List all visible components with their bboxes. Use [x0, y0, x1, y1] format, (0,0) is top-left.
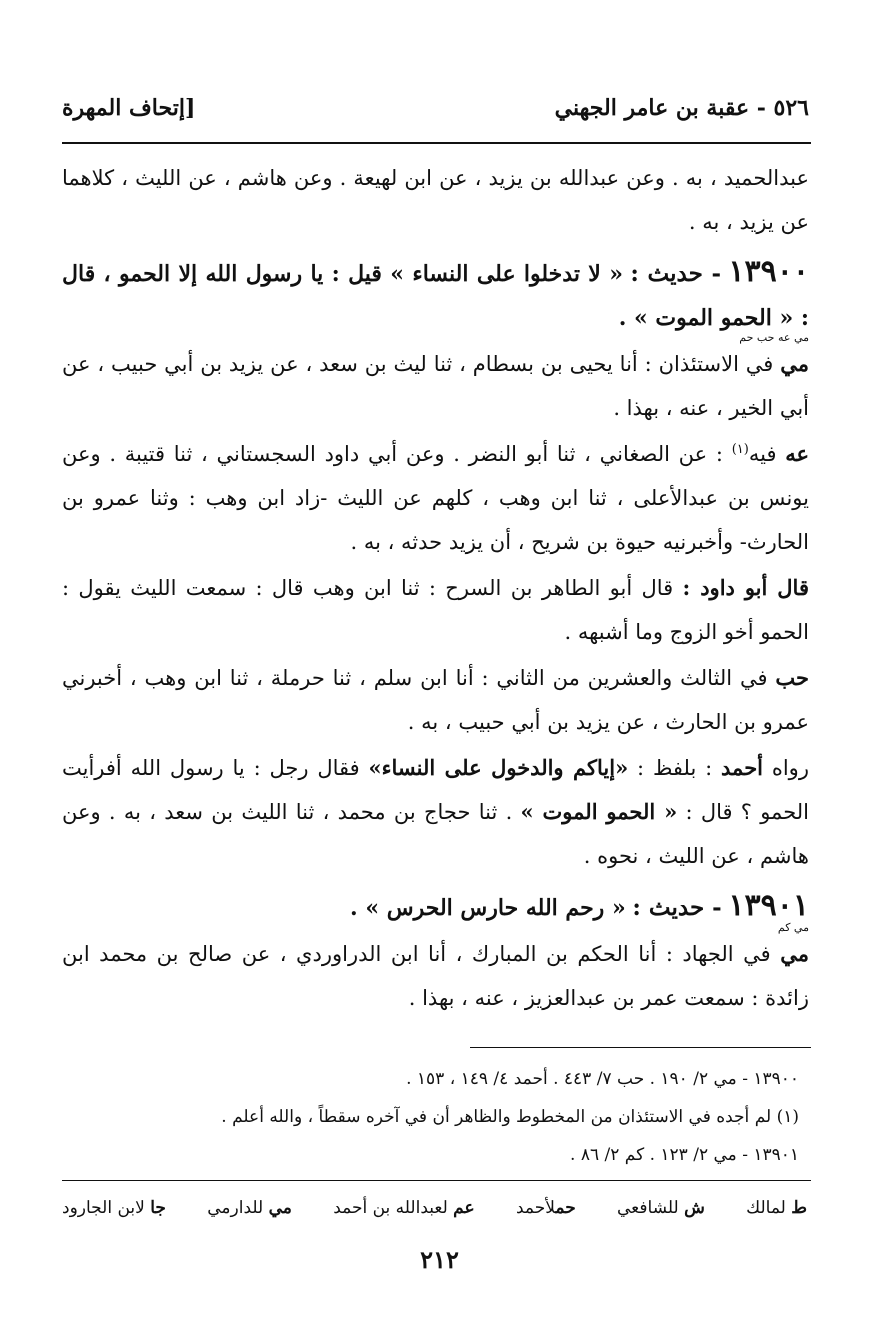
hadith-text: « لا تدخلوا على النساء » قيل : يا رسول الله إلا الحمو ، قال : « الحمو الموت » . — [62, 261, 809, 331]
abbreviation-item: عم لعبدالله بن أحمد — [333, 1198, 475, 1218]
paragraph-text: فيه — [748, 442, 777, 466]
paragraph-text: عبدالحميد ، به . وعن عبدالله بن يزيد ، عن ابن لهيعة . وعن هاشم ، عن الليث ، كلاهما عن يزيد ، به . — [62, 166, 809, 234]
paragraph — [62, 156, 809, 244]
source-code: مي — [780, 351, 809, 376]
page-number: ٢١٢ — [420, 1245, 459, 1274]
paragraph-text: في الجهاد : أنا الحكم بن المبارك ، أنا ابن الدراوردي ، عن صالح بن محمد ابن زائدة : سمعت عمر بن عبدالعزيز ، عنه ، بهذا . — [62, 942, 809, 1010]
hadith-text: « رحم الله حارس الحرس » . — [350, 895, 626, 921]
paragraph — [62, 656, 809, 744]
paragraph-text: في الثالث والعشرين من الثاني : أنا ابن سلم ، ثنا حرملة ، ثنا ابن وهب ، أخبرني عمرو بن الحارث ، عن يزيد بن أبي حبيب ، به . — [62, 666, 809, 734]
footnote: ١٣٩٠١ - مي ٢/ ١٢٣ . كم ٢/ ٨٦ . — [570, 1145, 799, 1165]
paragraph — [62, 342, 809, 430]
hadith-label: - — [702, 260, 722, 287]
abbreviation-item: مي للدارمي — [207, 1198, 292, 1218]
hadith-label-text: حديث : — [632, 894, 705, 921]
abbreviation-item: حملأحمد — [515, 1198, 576, 1218]
footnotes — [62, 1060, 799, 1174]
footnote-rule — [470, 1047, 811, 1048]
main-text — [62, 156, 809, 1022]
paragraph-text: . ثنا حجاج بن محمد ، ثنا الليث بن سعد ، به . وعن هاشم ، عن الليث ، نحوه . — [62, 800, 809, 868]
abbreviation-item: ط لمالك — [746, 1198, 807, 1218]
footnote: (١) لم أجده في الاستئذان من المخطوط والظاهر أن في آخره سقطاً ، والله أعلم . — [221, 1107, 799, 1127]
source-code: أحمد — [721, 755, 764, 780]
paragraph-text: في الاستئذان : أنا يحيى بن بسطام ، ثنا ليث بن سعد ، عن يزيد بن أبي حبيب ، عن أبي الخير ، عنه ، بهذا . — [62, 352, 809, 420]
footnote-marker: (١) — [731, 442, 749, 457]
abbreviation-key — [62, 1190, 807, 1226]
abbreviation-item: جا لابن الجارود — [62, 1198, 166, 1218]
paragraph-text: : عن الصغاني ، ثنا أبو النضر . وعن أبي داود السجستاني ، ثنا قتيبة . وعن يونس بن عبدالأعلى ، ثنا ابن وهب ، كلهم عن الليث -زاد ابن وهب : وثنا عمرو بن الحارث- وأخبرنيه حيوة بن شريح ، أن يزيد حدثه ، به . — [62, 442, 809, 554]
hadith-source-codes: مي كم — [777, 921, 809, 934]
source-code: حب — [775, 665, 809, 690]
hadith-number: ١٣٩٠٠ — [728, 254, 809, 289]
header-book-title: [إتحاف المهرة — [62, 95, 196, 121]
source-code: مي — [780, 941, 810, 966]
paragraph-text: قال أبو الطاهر بن السرح : ثنا ابن وهب قال : سمعت الليث يقول : الحمو أخو الزوج وما أشبهه . — [62, 576, 809, 644]
hadith-label-text: حديث : — [630, 260, 703, 287]
paragraph-text: : بلفظ : — [637, 756, 713, 780]
source-code: قال أبو داود : — [682, 575, 809, 600]
abbreviation-rule — [62, 1180, 811, 1181]
abbreviation-item: ش للشافعي — [617, 1198, 705, 1218]
header-chapter-title: ٥٢٦ - عقبة بن عامر الجهني — [554, 95, 809, 121]
hadith-entry — [62, 884, 809, 934]
hadith-number: ١٣٩٠١ — [728, 888, 809, 923]
footnote: ١٣٩٠٠ - مي ٢/ ١٩٠ . حب ٧/ ٤٤٣ . أحمد ٤/ ١٤٩ ، ١٥٣ . — [406, 1069, 799, 1089]
paragraph — [62, 932, 809, 1020]
quoted-text: « الحمو الموت » — [520, 799, 678, 824]
hadith-label: - — [704, 894, 722, 921]
paragraph — [62, 432, 809, 564]
paragraph-text: فقال رجل : يا رسول الله أفرأيت الحمو ؟ قال : — [62, 756, 809, 824]
header-rule — [62, 142, 811, 144]
hadith-entry — [62, 250, 809, 344]
quoted-text: «إياكم والدخول على النساء» — [368, 755, 629, 780]
source-code: عه — [785, 441, 809, 466]
paragraph — [62, 566, 809, 654]
paragraph — [62, 746, 809, 878]
hadith-source-codes: مي عه حب حم — [739, 331, 809, 344]
paragraph-text: رواه — [771, 756, 809, 780]
running-header — [62, 88, 809, 128]
